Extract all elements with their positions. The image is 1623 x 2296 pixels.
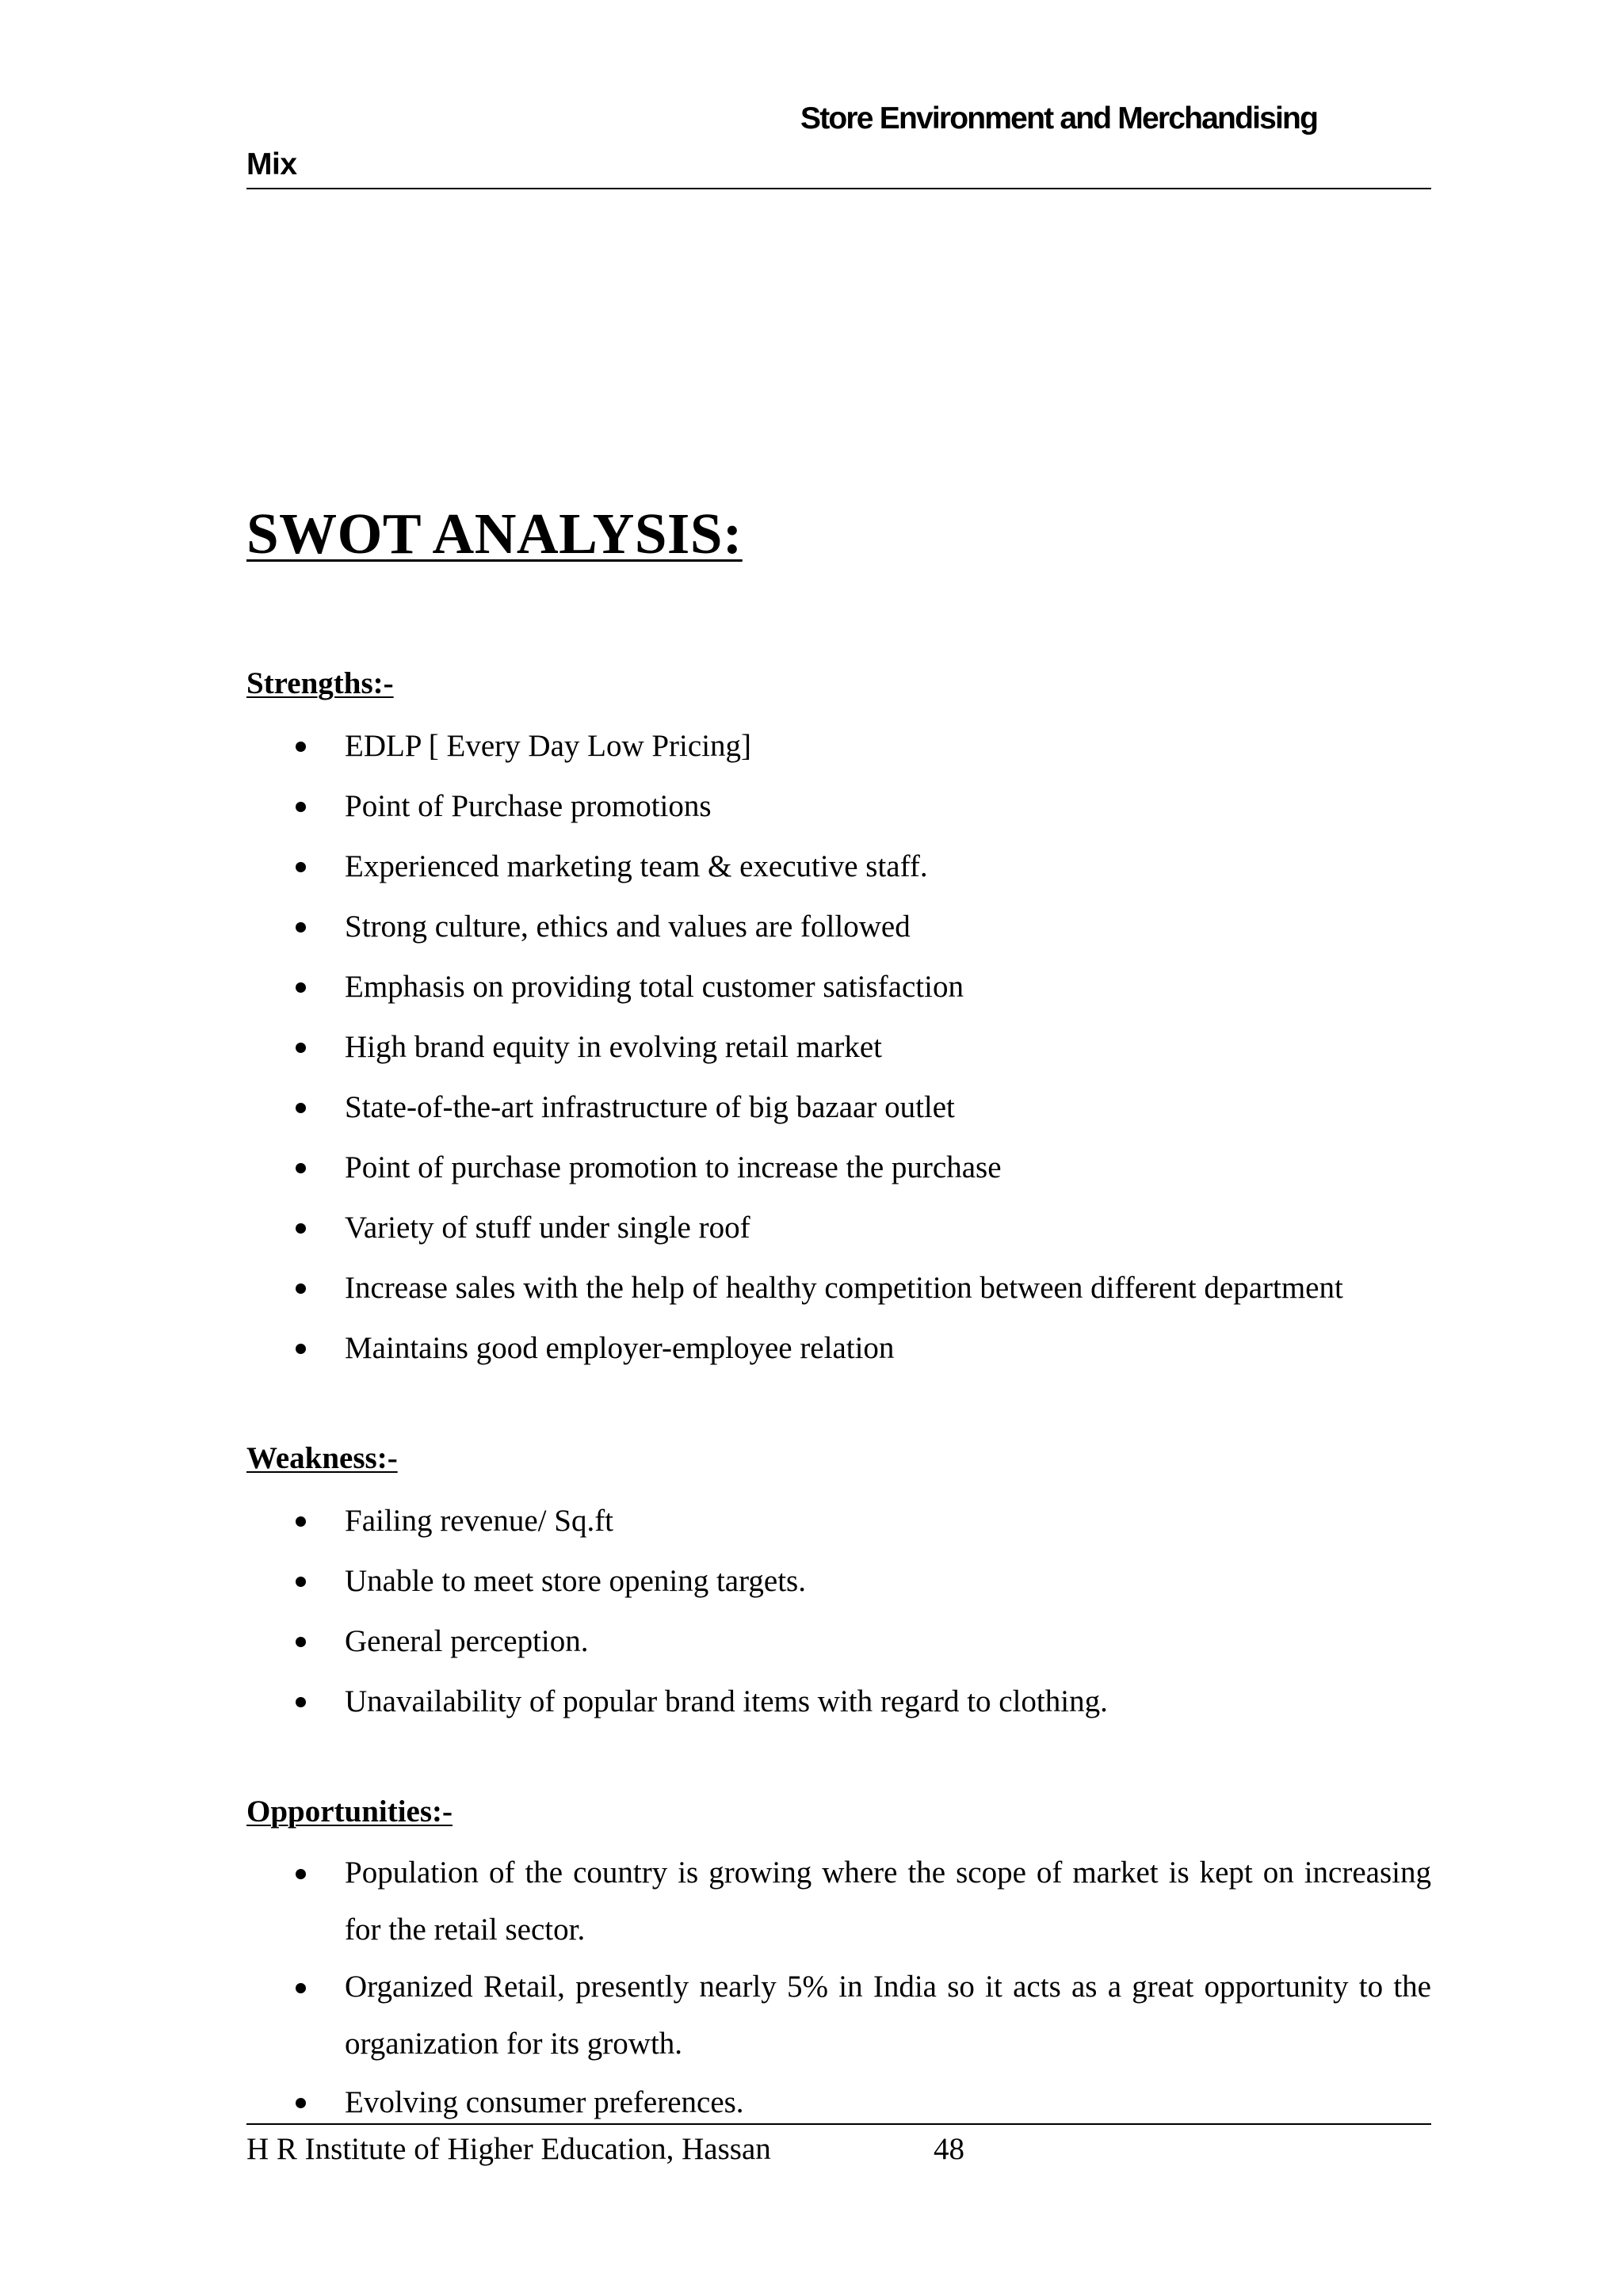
list-item-text: Failing revenue/ Sq.ft (345, 1504, 614, 1538)
list-item (246, 837, 1431, 897)
weakness-section (246, 1440, 1431, 1732)
list-item-text: Point of Purchase promotions (345, 789, 712, 823)
list-item-text: Organized Retail, presently nearly 5% in India so it acts as a great opportunity to the organization for its growth. (345, 1970, 1431, 2061)
list-item-text: EDLP [ Every Day Low Pricing] (345, 729, 752, 763)
footer-rule (246, 2123, 1431, 2125)
running-header-continuation: Mix (246, 147, 297, 181)
list-item (246, 716, 1431, 776)
running-header-title: Store Environment and Merchandising (800, 101, 1318, 135)
list-item-text: General perception. (345, 1624, 589, 1658)
opportunities-section (246, 1794, 1431, 2133)
list-item-text: Evolving consumer preferences. (345, 2085, 744, 2119)
list-item-text: Experienced marketing team & executive staff. (345, 849, 928, 883)
list-item-text: Unable to meet store opening targets. (345, 1564, 806, 1598)
page-number: 48 (934, 2132, 964, 2166)
strengths-list (246, 716, 1431, 1379)
list-item (246, 1844, 1431, 1958)
list-item (246, 1198, 1431, 1258)
bullet-icon (296, 1869, 306, 1879)
list-item-text: Unavailability of popular brand items with regard to clothing. (345, 1684, 1108, 1718)
list-item (246, 1318, 1431, 1379)
list-item (246, 1611, 1431, 1672)
list-item-text: Population of the country is growing where the scope of market is kept on increasing for the retail sector. (345, 1855, 1431, 1947)
list-item (246, 1958, 1431, 2073)
bullet-icon (296, 1283, 306, 1294)
list-item (246, 776, 1431, 837)
list-item (246, 957, 1431, 1017)
bullet-icon (296, 1103, 306, 1113)
bullet-icon (296, 742, 306, 752)
page-title: SWOT ANALYSIS: (246, 502, 743, 566)
list-item (246, 1138, 1431, 1198)
bullet-icon (296, 862, 306, 872)
header-rule (246, 188, 1431, 189)
list-item-text: Emphasis on providing total customer satisfaction (345, 970, 964, 1004)
list-item (246, 1258, 1431, 1318)
bullet-icon (296, 1344, 306, 1354)
opportunities-heading: Opportunities:- (246, 1794, 453, 1829)
list-item-text: Increase sales with the help of healthy competition between different department (345, 1271, 1343, 1305)
list-item-text: Point of purchase promotion to increase the purchase (345, 1150, 1002, 1184)
footer-institution: H R Institute of Higher Education, Hassan (246, 2132, 771, 2166)
list-item (246, 897, 1431, 957)
bullet-icon (296, 1697, 306, 1707)
list-item-text: High brand equity in evolving retail market (345, 1030, 882, 1064)
bullet-icon (296, 802, 306, 812)
list-item (246, 1491, 1431, 1551)
bullet-icon (296, 1516, 306, 1527)
bullet-icon (296, 1577, 306, 1587)
bullet-icon (296, 1163, 306, 1173)
strengths-heading: Strengths:- (246, 666, 394, 700)
bullet-icon (296, 982, 306, 993)
list-item-text: State-of-the-art infrastructure of big bazaar outlet (345, 1090, 955, 1124)
bullet-icon (296, 2098, 306, 2108)
list-item-text: Strong culture, ethics and values are followed (345, 910, 911, 944)
weakness-heading: Weakness:- (246, 1441, 398, 1475)
weakness-list (246, 1491, 1431, 1732)
list-item (246, 1017, 1431, 1077)
list-item (246, 1551, 1431, 1611)
bullet-icon (296, 922, 306, 933)
bullet-icon (296, 1637, 306, 1647)
bullet-icon (296, 1223, 306, 1234)
list-item-text: Variety of stuff under single roof (345, 1211, 750, 1245)
bullet-icon (296, 1043, 306, 1053)
opportunities-list (246, 1844, 1431, 2133)
list-item (246, 1077, 1431, 1138)
strengths-section (246, 666, 1431, 1379)
list-item (246, 1672, 1431, 1732)
bullet-icon (296, 1983, 306, 1993)
list-item-text: Maintains good employer-employee relation (345, 1331, 895, 1365)
